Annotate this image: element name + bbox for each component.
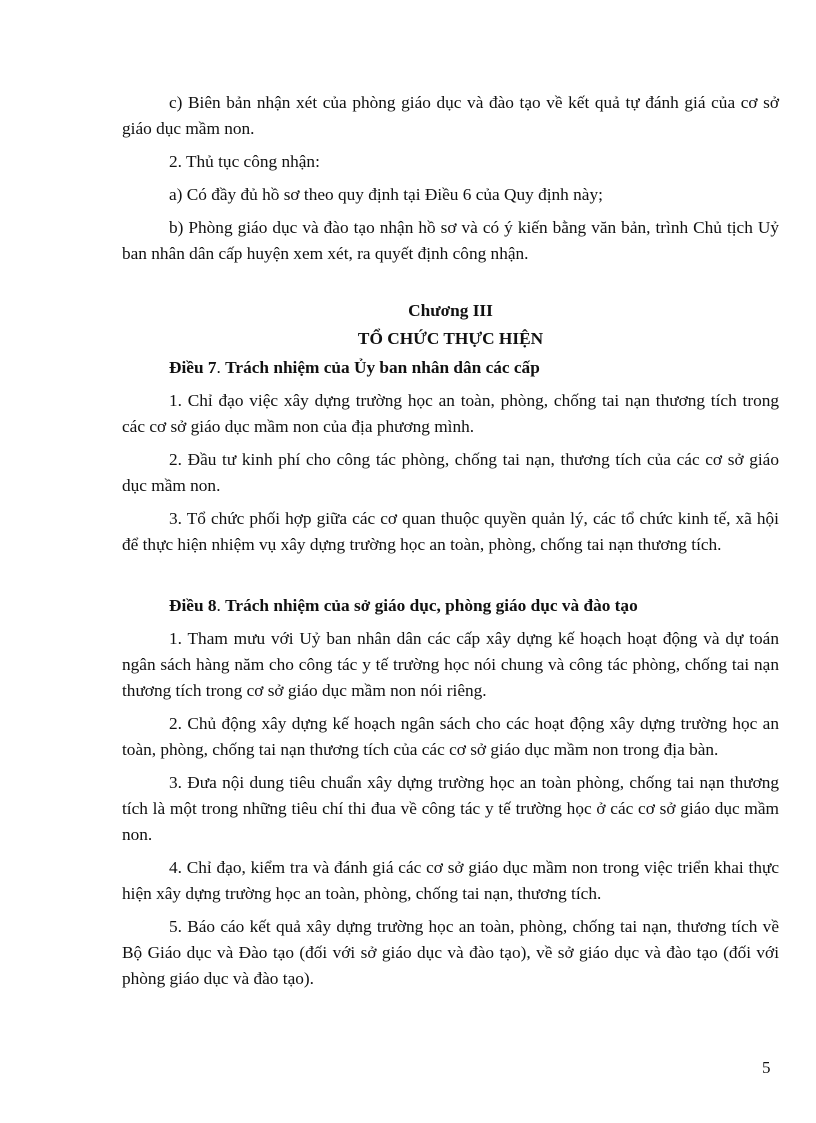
article-8-title: Trách nhiệm của sở giáo dục, phòng giáo dục và đào tạo	[225, 596, 638, 615]
section-2-continuation	[122, 90, 779, 274]
article-8-item-4: 4. Chỉ đạo, kiểm tra và đánh giá các cơ sở giáo dục mầm non trong việc triển khai thực hiện xây dựng trường học an toàn, phòng, chống tai nạn, thương tích.	[122, 858, 779, 903]
paragraph-item-b: b) Phòng giáo dục và đào tạo nhận hồ sơ và có ý kiến bằng văn bản, trình Chủ tịch Uỷ ban nhân dân cấp huyện xem xét, ra quyết định công nhận.	[122, 218, 779, 263]
article-8-item-5: 5. Báo cáo kết quả xây dựng trường học an toàn, phòng, chống tai nạn, thương tích về Bộ Giáo dục và Đào tạo (đối với sở giáo dục và đào tạo), về sở giáo dục và đào tạo (đối với phòng giáo dục và đào tạo).	[122, 917, 779, 988]
page-number: 5	[762, 1058, 771, 1077]
article-7-item-2: 2. Đầu tư kinh phí cho công tác phòng, chống tai nạn, thương tích của các cơ sở giáo dục mầm non.	[122, 450, 779, 495]
article-8-item-2: 2. Chủ động xây dựng kế hoạch ngân sách cho các hoạt động xây dựng trường học an toàn, phòng, chống tai nạn thương tích của các cơ sở giáo dục mầm non trong địa bàn.	[122, 714, 779, 759]
article-7-number: Điều 7	[169, 358, 217, 377]
paragraph-procedure-heading: 2. Thủ tục công nhận:	[169, 152, 320, 171]
article-8-number: Điều 8	[169, 596, 217, 615]
article-7-title: Trách nhiệm của Ủy ban nhân dân các cấp	[225, 358, 540, 377]
article-8-item-3: 3. Đưa nội dung tiêu chuẩn xây dựng trường học an toàn phòng, chống tai nạn thương tích là một trong những tiêu chí thi đua về công tác y tế trường học ở các cơ sở giáo dục mầm non.	[122, 773, 779, 844]
article-8	[122, 593, 779, 999]
article-7	[122, 355, 779, 565]
article-7-item-3: 3. Tổ chức phối hợp giữa các cơ quan thuộc quyền quản lý, các tổ chức kinh tế, xã hội để thực hiện nhiệm vụ xây dựng trường học an toàn, phòng, chống tai nạn thương tích.	[122, 509, 779, 554]
paragraph-item-a: a) Có đầy đủ hồ sơ theo quy định tại Điều 6 của Quy định này;	[169, 185, 603, 204]
paragraph-item-c: c) Biên bản nhận xét của phòng giáo dục và đào tạo về kết quả tự đánh giá của cơ sở giáo dục mầm non.	[122, 93, 779, 138]
article-8-item-1: 1. Tham mưu với Uỷ ban nhân dân các cấp xây dựng kế hoạch hoạt động và dự toán ngân sách hàng năm cho công tác y tế trường học nói chung và công tác phòng, chống tai nạn thương tích trong cơ sở giáo dục mầm non nói riêng.	[122, 629, 779, 700]
article-7-item-1: 1. Chỉ đạo việc xây dựng trường học an toàn, phòng, chống tai nạn thương tích trong các cơ sở giáo dục mầm non của địa phương mình.	[122, 391, 779, 436]
article-8-heading: Điều 8. Trách nhiệm của sở giáo dục, phòng giáo dục và đào tạo	[169, 596, 638, 615]
chapter-title: TỔ CHỨC THỰC HIỆN	[357, 329, 544, 348]
chapter-label: Chương III	[408, 301, 493, 320]
chapter-heading	[122, 298, 779, 352]
article-7-heading: Điều 7. Trách nhiệm của Ủy ban nhân dân các cấp	[169, 358, 540, 377]
